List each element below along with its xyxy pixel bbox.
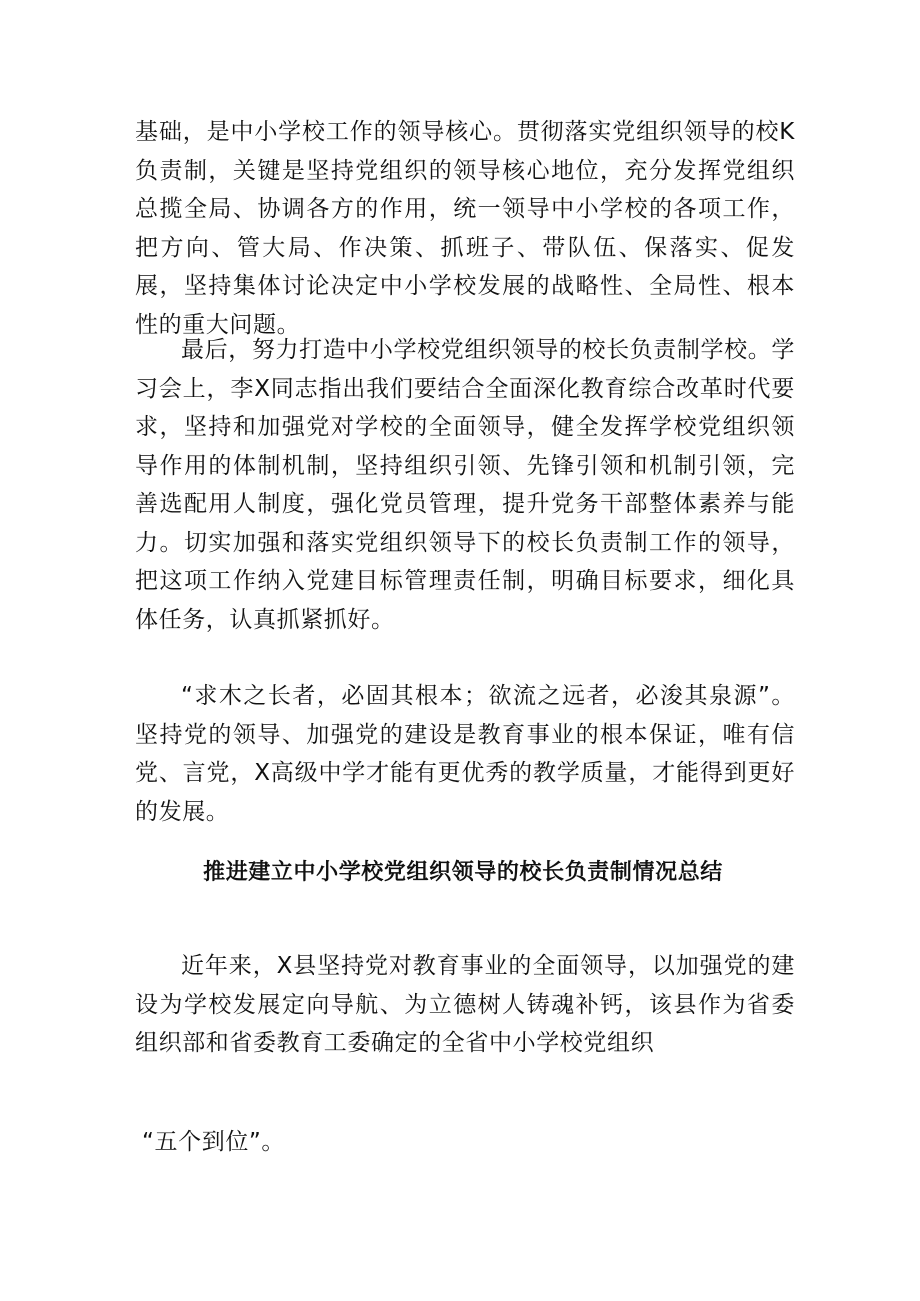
fragment-text: “五个到位”。 [142, 1129, 286, 1155]
intro-paragraph: 近年来，X县坚持党对教育事业的全面领导，以加强党的建设为学校发展定向导航、为立德树人铸魂补钙，该县作为省委组织部和省委教育工委确定的全省中小学校党组织 [135, 953, 795, 1056]
body-paragraph-3: “求木之长者，必固其根本；欲流之远者，必浚其泉源”。坚持党的领导、加强党的建设是教育事业的根本保证，唯有信党、言党，X高级中学才能有更优秀的教学质量，才能得到更好的发展。 [135, 683, 795, 825]
section-heading: 推进建立中小学校党组织领导的校长负责制情况总结 [203, 860, 723, 885]
body-paragraph-1: 基础，是中小学校工作的领导核心。贯彻落实党组织领导的校K负责制，关键是坚持党组织的领导核心地位，充分发挥党组织总揽全局、协调各方的作用，统一领导中小学校的各项工作，把方向、管大局、作决策、抓班子、带队伍、保落实、促发展，坚持集体讨论决定中小学校发展的战略性、全局性、根本性的重大问题。 [135, 119, 795, 338]
body-paragraph-2: 最后，努力打造中小学校党组织领导的校长负责制学校。学习会上，李X同志指出我们要结合全面深化教育综合改革时代要求，坚持和加强党对学校的全面领导，健全发挥学校党组织领导作用的体制机制，坚持组织引领、先锋引领和机制引领，完善选配用人制度，强化党员管理，提升党务干部整体素养与能力。切实加强和落实党组织领导下的校长负责制工作的领导，把这项工作纳入党建目标管理责任制，明确目标要求，细化具体任务，认真抓紧抓好。 [135, 337, 795, 633]
